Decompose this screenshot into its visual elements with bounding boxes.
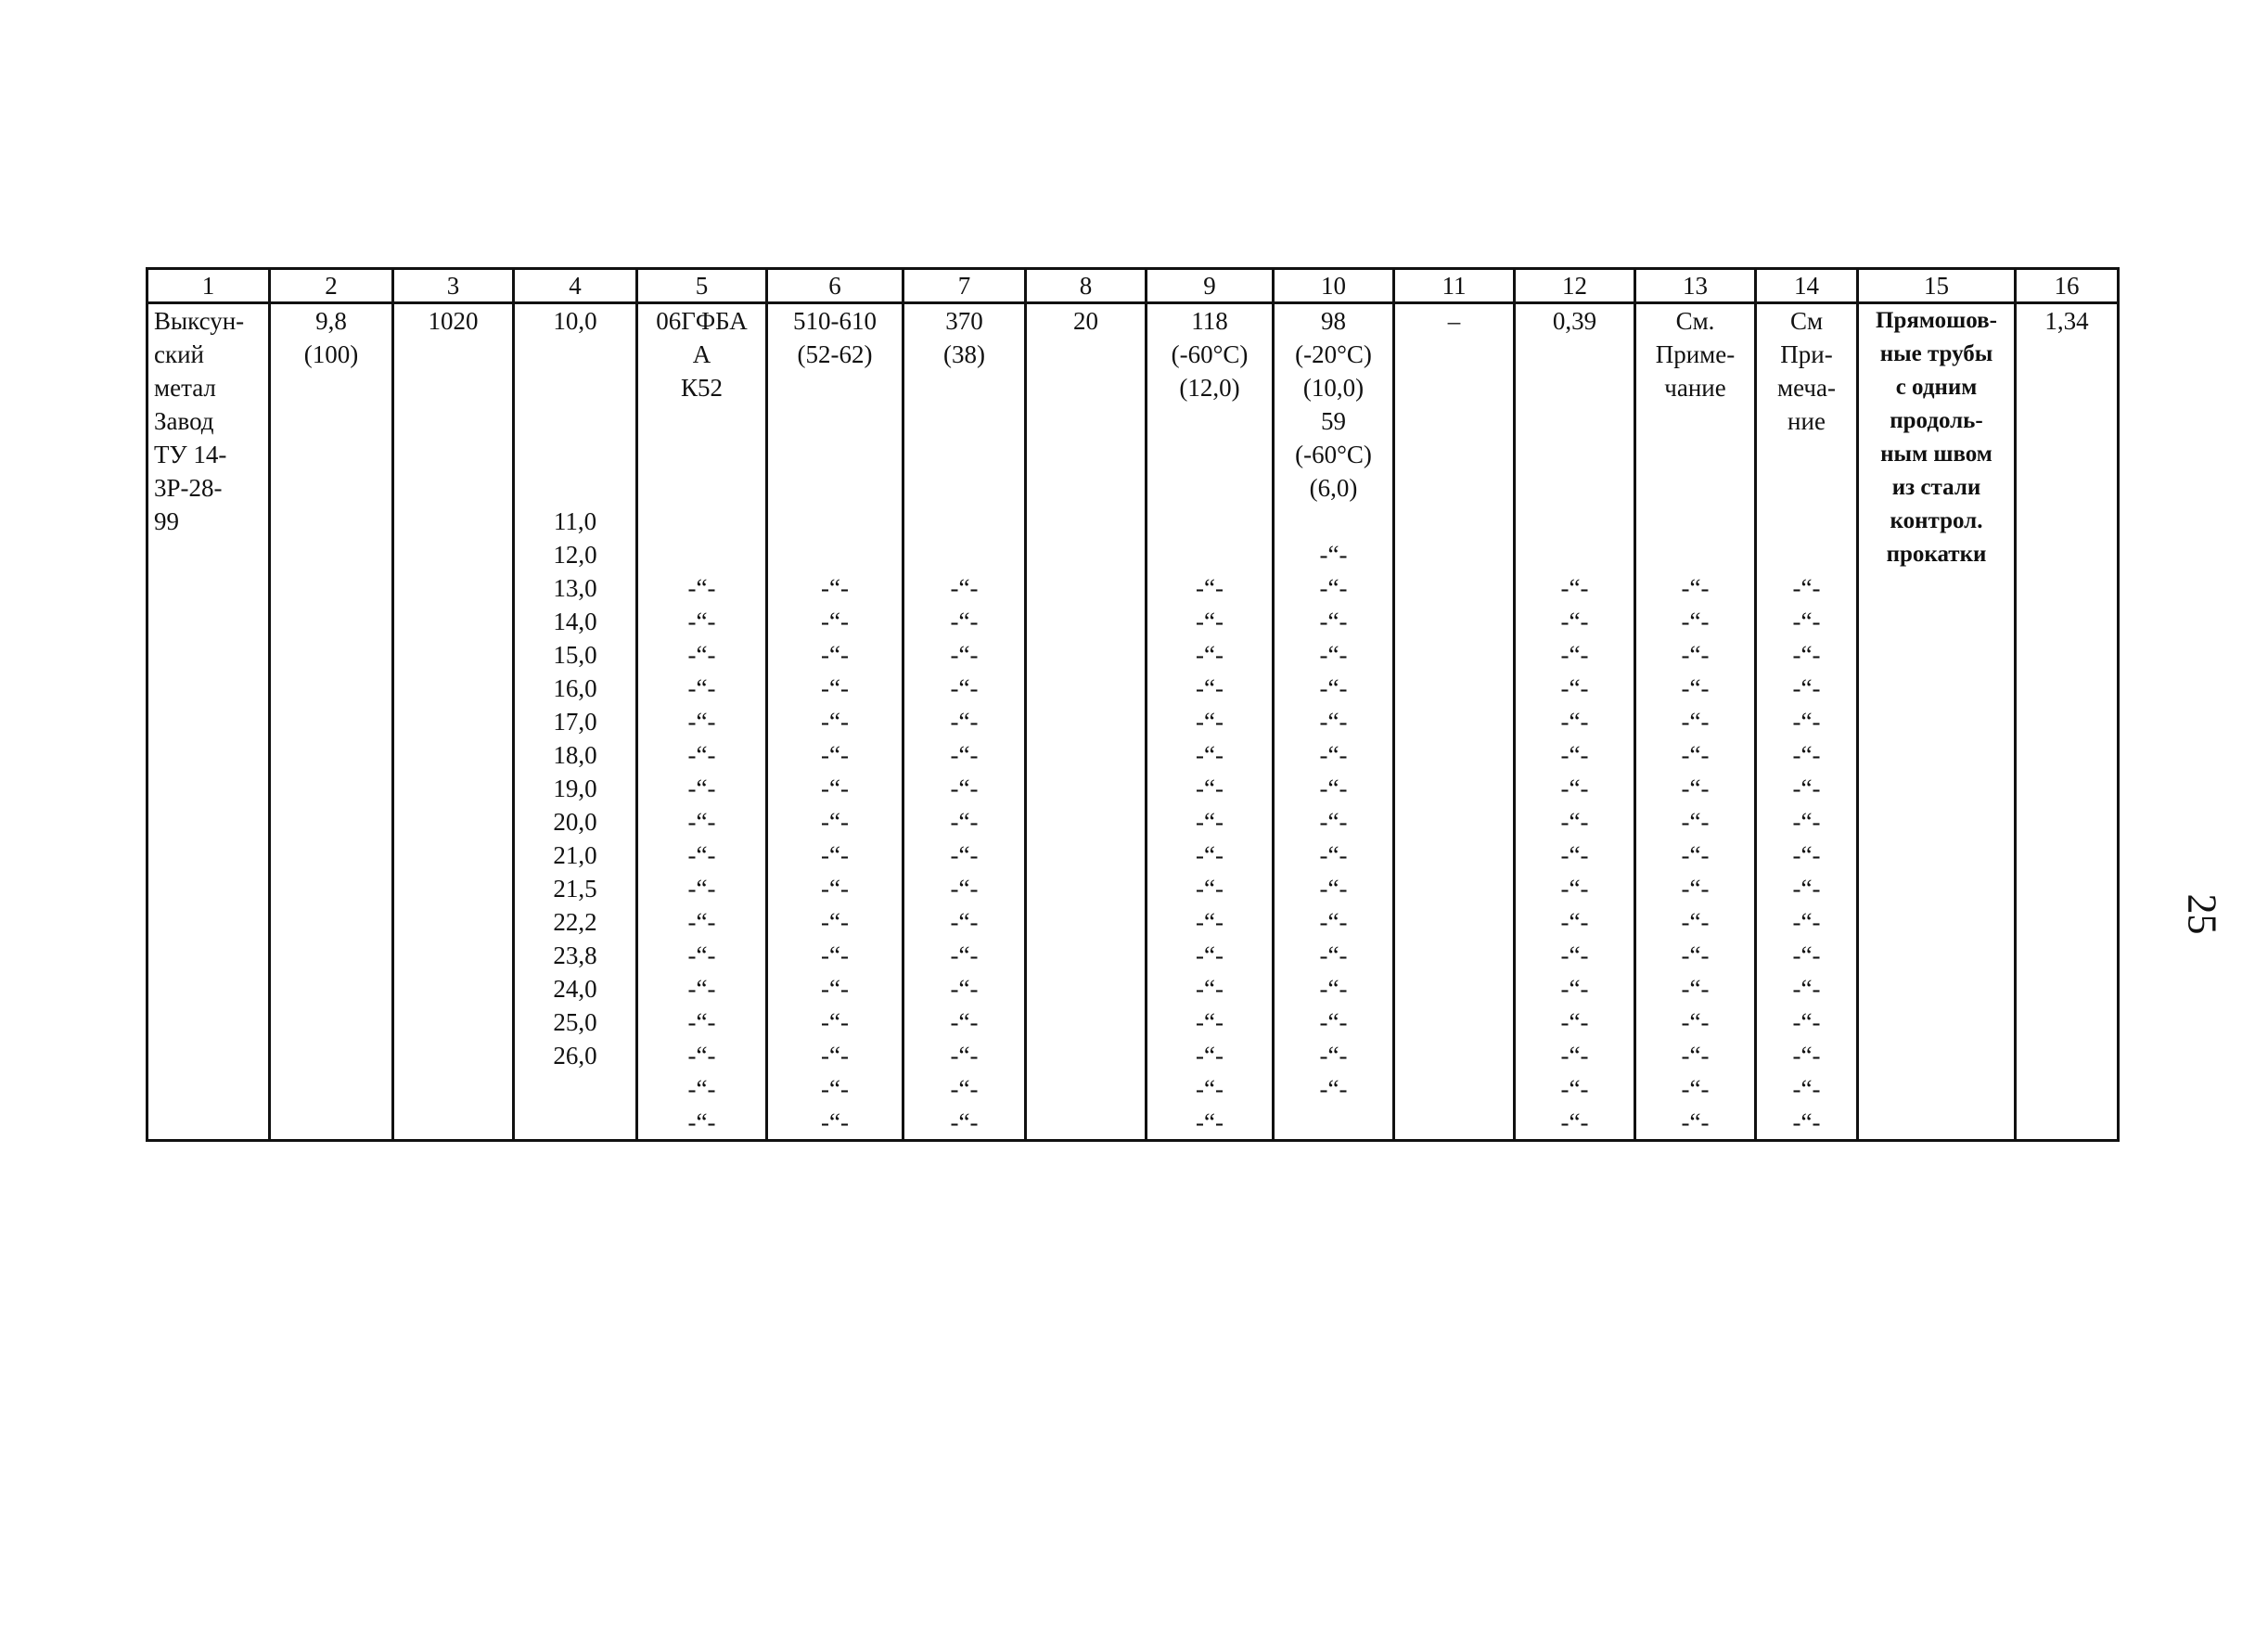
ditto-mark: -“-: [821, 1108, 849, 1136]
cell-line: 20: [1073, 307, 1098, 335]
header-cell-4: 4: [514, 269, 637, 303]
cell-line: 510-610: [793, 307, 877, 335]
ditto-mark: -“-: [821, 808, 849, 836]
ditto-mark: -“-: [1681, 1042, 1710, 1069]
elongation-cell: [1026, 303, 1147, 1141]
ditto-mark: -“-: [1560, 608, 1589, 635]
ditto-mark: -“-: [687, 1008, 716, 1036]
ditto-mark: -“-: [950, 941, 979, 969]
cell-line: 1,34: [2044, 307, 2089, 335]
manufacturer-cell: [147, 303, 270, 1141]
ditto-mark: -“-: [1319, 1008, 1348, 1036]
ditto-mark: -“-: [950, 708, 979, 736]
ditto-mark: -“-: [687, 1108, 716, 1136]
cell-line: ные трубы: [1879, 341, 1993, 366]
ditto-mark: -“-: [1560, 674, 1589, 702]
ditto-mark: -“-: [687, 641, 716, 669]
ditto-mark: -“-: [821, 1008, 849, 1036]
pipe-specs-table-wrap: [146, 267, 2117, 1142]
ditto-mark: -“-: [1560, 875, 1589, 903]
cell-line: ние: [1787, 407, 1826, 435]
ditto-mark: -“-: [950, 574, 979, 602]
ditto-mark: -“-: [821, 708, 849, 736]
header-cell-3: 3: [393, 269, 514, 303]
pipe-type-cell: [1858, 303, 2016, 1141]
ditto-mark: -“-: [950, 641, 979, 669]
ditto-mark: -“-: [1319, 775, 1348, 802]
cell-line: 15,0: [553, 641, 597, 669]
cell-line: (10,0): [1302, 374, 1365, 402]
ditto-mark: -“-: [1196, 775, 1224, 802]
cell-line: (-60°C): [1171, 340, 1249, 368]
cell-line: Выксун-: [154, 307, 245, 335]
ditto-mark: -“-: [687, 841, 716, 869]
ditto-mark: -“-: [687, 808, 716, 836]
ditto-mark: -“-: [1196, 841, 1224, 869]
header-row: [147, 269, 2119, 303]
cell-line: Приме-: [1655, 340, 1736, 368]
cell-line: 98: [1321, 307, 1346, 335]
cell-line: (-20°C): [1295, 340, 1372, 368]
cell-line: 12,0: [553, 541, 597, 569]
page-number: 25: [2179, 893, 2225, 935]
cell-line: ТУ 14-: [154, 441, 227, 468]
ditto-mark: -“-: [821, 941, 849, 969]
ditto-mark: -“-: [821, 1042, 849, 1069]
ditto-mark: -“-: [687, 875, 716, 903]
ditto-mark: -“-: [1319, 975, 1348, 1003]
cell-line: прокатки: [1886, 542, 1987, 567]
ditto-mark: -“-: [950, 674, 979, 702]
cell-line: 16,0: [553, 674, 597, 702]
carbon-equivalent-cell: [1515, 303, 1635, 1141]
pressure-cell: [270, 303, 393, 1141]
ditto-mark: -“-: [1196, 574, 1224, 602]
ditto-mark: -“-: [1792, 1008, 1821, 1036]
ditto-mark: -“-: [1319, 541, 1348, 569]
cell-line: 23,8: [553, 941, 597, 969]
ditto-mark: -“-: [1560, 1008, 1589, 1036]
cell-line: 59: [1321, 407, 1346, 435]
ditto-mark: -“-: [821, 775, 849, 802]
wall-thickness-cell: [514, 303, 637, 1141]
ditto-mark: -“-: [1319, 708, 1348, 736]
header-cell-7: 7: [903, 269, 1026, 303]
header-cell-6: 6: [767, 269, 903, 303]
cell-line: (38): [943, 340, 985, 368]
cell-line: 3Р-28-: [154, 474, 223, 502]
header-cell-16: 16: [2016, 269, 2119, 303]
cell-line: 99: [154, 507, 179, 535]
ditto-mark: -“-: [1196, 941, 1224, 969]
cell-line: ным швом: [1880, 442, 1993, 467]
ditto-mark: -“-: [1792, 574, 1821, 602]
ditto-mark: -“-: [1560, 741, 1589, 769]
cell-line: Прямошов-: [1876, 308, 1997, 333]
ditto-mark: -“-: [1681, 941, 1710, 969]
ditto-mark: -“-: [1560, 1108, 1589, 1136]
cell-line: 21,5: [553, 875, 597, 903]
ditto-mark: -“-: [950, 741, 979, 769]
cell-line: 17,0: [553, 708, 597, 736]
ditto-mark: -“-: [1792, 775, 1821, 802]
cell-line: 14,0: [553, 608, 597, 635]
cell-line: (-60°C): [1295, 441, 1372, 468]
yield-strength-cell: [903, 303, 1026, 1141]
ditto-mark: -“-: [821, 741, 849, 769]
header-cell-15: 15: [1858, 269, 2016, 303]
ditto-mark: -“-: [1792, 908, 1821, 936]
ditto-mark: -“-: [821, 1075, 849, 1103]
ditto-mark: -“-: [1560, 1042, 1589, 1069]
cell-line: 25,0: [553, 1008, 597, 1036]
cell-line: При-: [1780, 340, 1833, 368]
ditto-mark: -“-: [950, 775, 979, 802]
col-11-cell: [1394, 303, 1515, 1141]
ditto-mark: -“-: [1560, 941, 1589, 969]
ditto-mark: -“-: [1681, 574, 1710, 602]
ditto-mark: -“-: [1319, 1075, 1348, 1103]
ditto-mark: -“-: [687, 908, 716, 936]
ditto-mark: -“-: [1196, 1042, 1224, 1069]
cell-line: 370: [945, 307, 983, 335]
header-cell-1: 1: [147, 269, 270, 303]
ditto-mark: -“-: [821, 674, 849, 702]
ditto-mark: -“-: [1319, 674, 1348, 702]
ditto-mark: -“-: [1681, 808, 1710, 836]
ditto-mark: -“-: [1319, 1042, 1348, 1069]
cell-line: (52-62): [797, 340, 873, 368]
ditto-mark: -“-: [1560, 908, 1589, 936]
ditto-mark: -“-: [687, 674, 716, 702]
ditto-mark: -“-: [950, 1042, 979, 1069]
ditto-mark: -“-: [950, 841, 979, 869]
ditto-mark: -“-: [950, 875, 979, 903]
ditto-mark: -“-: [950, 975, 979, 1003]
note-13-cell: [1635, 303, 1756, 1141]
ditto-mark: -“-: [687, 574, 716, 602]
cell-line: чание: [1664, 374, 1726, 402]
ditto-mark: -“-: [1196, 708, 1224, 736]
ditto-mark: -“-: [950, 808, 979, 836]
ditto-mark: -“-: [687, 1042, 716, 1069]
ditto-mark: -“-: [1681, 908, 1710, 936]
header-cell-8: 8: [1026, 269, 1147, 303]
cell-line: 10,0: [553, 307, 597, 335]
header-cell-10: 10: [1274, 269, 1394, 303]
cell-line: 19,0: [553, 775, 597, 802]
cell-line: 26,0: [553, 1042, 597, 1069]
ditto-mark: -“-: [1319, 875, 1348, 903]
ditto-mark: -“-: [821, 641, 849, 669]
ditto-mark: -“-: [1681, 641, 1710, 669]
cell-line: Завод: [154, 407, 214, 435]
ditto-mark: -“-: [1560, 1075, 1589, 1103]
ditto-mark: -“-: [821, 875, 849, 903]
tensile-strength-cell: [767, 303, 903, 1141]
header-cell-12: 12: [1515, 269, 1635, 303]
ditto-mark: -“-: [1319, 941, 1348, 969]
cell-line: 0,39: [1552, 307, 1597, 335]
ditto-mark: -“-: [1792, 608, 1821, 635]
ditto-mark: -“-: [1319, 908, 1348, 936]
header-cell-13: 13: [1635, 269, 1756, 303]
ditto-mark: -“-: [1681, 1075, 1710, 1103]
cell-line: 20,0: [553, 808, 597, 836]
ditto-mark: -“-: [1681, 975, 1710, 1003]
ditto-mark: -“-: [1560, 708, 1589, 736]
ditto-mark: -“-: [1560, 975, 1589, 1003]
ditto-mark: -“-: [950, 908, 979, 936]
ditto-mark: -“-: [1196, 674, 1224, 702]
ditto-mark: -“-: [687, 708, 716, 736]
ditto-mark: -“-: [1196, 608, 1224, 635]
header-cell-14: 14: [1756, 269, 1858, 303]
ditto-mark: -“-: [687, 608, 716, 635]
impact-strength-cell: [1147, 303, 1274, 1141]
ditto-mark: -“-: [1319, 741, 1348, 769]
ditto-mark: -“-: [1196, 1108, 1224, 1136]
ditto-mark: -“-: [1681, 741, 1710, 769]
ditto-mark: -“-: [1792, 674, 1821, 702]
cell-line: 06ГФБА: [656, 307, 748, 335]
cell-line: К52: [680, 374, 723, 402]
header-cell-11: 11: [1394, 269, 1515, 303]
cell-line: метал: [154, 374, 216, 402]
ditto-mark: -“-: [1792, 841, 1821, 869]
ditto-mark: -“-: [1319, 841, 1348, 869]
cell-line: (12,0): [1179, 374, 1240, 402]
header-cell-5: 5: [637, 269, 767, 303]
ditto-mark: -“-: [1681, 841, 1710, 869]
cell-line: 1020: [428, 307, 479, 335]
cell-line: из стали: [1891, 475, 1981, 500]
ditto-mark: -“-: [1560, 775, 1589, 802]
pipe-specs-table: [146, 267, 2120, 1142]
ditto-mark: -“-: [687, 941, 716, 969]
cell-line: 9,8: [315, 307, 347, 335]
ditto-mark: -“-: [1196, 808, 1224, 836]
ditto-mark: -“-: [1319, 808, 1348, 836]
ditto-mark: -“-: [1792, 1042, 1821, 1069]
ditto-mark: -“-: [1681, 674, 1710, 702]
header-cell-2: 2: [270, 269, 393, 303]
ditto-mark: -“-: [1196, 1075, 1224, 1103]
ditto-mark: -“-: [1196, 975, 1224, 1003]
ditto-mark: -“-: [1681, 1108, 1710, 1136]
ditto-mark: -“-: [821, 908, 849, 936]
header-cell-9: 9: [1147, 269, 1274, 303]
ditto-mark: -“-: [1560, 574, 1589, 602]
cell-line: 21,0: [553, 841, 597, 869]
ditto-mark: -“-: [1319, 574, 1348, 602]
cell-line: 22,2: [553, 908, 597, 936]
ditto-mark: -“-: [1681, 875, 1710, 903]
ditto-mark: -“-: [821, 841, 849, 869]
cell-line: А: [692, 340, 711, 368]
cell-line: (100): [303, 340, 359, 368]
ditto-mark: -“-: [1196, 741, 1224, 769]
cell-line: 118: [1191, 307, 1228, 335]
ditto-mark: -“-: [950, 1075, 979, 1103]
ditto-mark: -“-: [1196, 908, 1224, 936]
ditto-mark: -“-: [1792, 975, 1821, 1003]
cell-line: с одним: [1895, 375, 1978, 400]
ditto-mark: -“-: [950, 1008, 979, 1036]
ditto-mark: -“-: [821, 608, 849, 635]
cell-line: 18,0: [553, 741, 597, 769]
cell-line: –: [1447, 307, 1461, 335]
ditto-mark: -“-: [1560, 841, 1589, 869]
ditto-mark: -“-: [1792, 1075, 1821, 1103]
ditto-mark: -“-: [1792, 1108, 1821, 1136]
ditto-mark: -“-: [687, 1075, 716, 1103]
ditto-mark: -“-: [1681, 775, 1710, 802]
ditto-mark: -“-: [821, 975, 849, 1003]
ditto-mark: -“-: [1681, 608, 1710, 635]
diameter-cell: [393, 303, 514, 1141]
cell-line: контрол.: [1890, 508, 1983, 533]
cell-line: продоль-: [1890, 408, 1983, 433]
note-14-cell: [1756, 303, 1858, 1141]
ditto-mark: -“-: [1681, 1008, 1710, 1036]
ditto-mark: -“-: [1560, 641, 1589, 669]
ditto-mark: -“-: [687, 775, 716, 802]
ditto-mark: -“-: [1319, 641, 1348, 669]
cell-line: ский: [154, 340, 204, 368]
cell-line: См: [1789, 307, 1824, 335]
steel-grade-cell: [637, 303, 767, 1141]
ditto-mark: -“-: [1196, 1008, 1224, 1036]
cell-line: меча-: [1777, 374, 1836, 402]
ditto-mark: -“-: [1681, 708, 1710, 736]
cell-line: 11,0: [553, 507, 597, 535]
ditto-mark: -“-: [950, 608, 979, 635]
ditto-mark: -“-: [1792, 641, 1821, 669]
body-row: [147, 303, 2119, 1141]
cell-line: 13,0: [553, 574, 597, 602]
cell-line: (6,0): [1309, 474, 1358, 502]
ditto-mark: -“-: [1792, 941, 1821, 969]
ditto-mark: -“-: [1196, 641, 1224, 669]
ditto-mark: -“-: [687, 741, 716, 769]
cell-line: См.: [1675, 307, 1715, 335]
ditto-mark: -“-: [687, 975, 716, 1003]
ditto-mark: -“-: [950, 1108, 979, 1136]
ditto-mark: -“-: [1792, 741, 1821, 769]
ditto-mark: -“-: [1560, 808, 1589, 836]
coefficient-cell: [2016, 303, 2119, 1141]
ditto-mark: -“-: [1792, 708, 1821, 736]
ditto-mark: -“-: [821, 574, 849, 602]
ditto-mark: -“-: [1319, 608, 1348, 635]
ditto-mark: -“-: [1792, 808, 1821, 836]
cell-line: 24,0: [553, 975, 597, 1003]
ditto-mark: -“-: [1196, 875, 1224, 903]
ditto-mark: -“-: [1792, 875, 1821, 903]
impact-strength-2-cell: [1274, 303, 1394, 1141]
